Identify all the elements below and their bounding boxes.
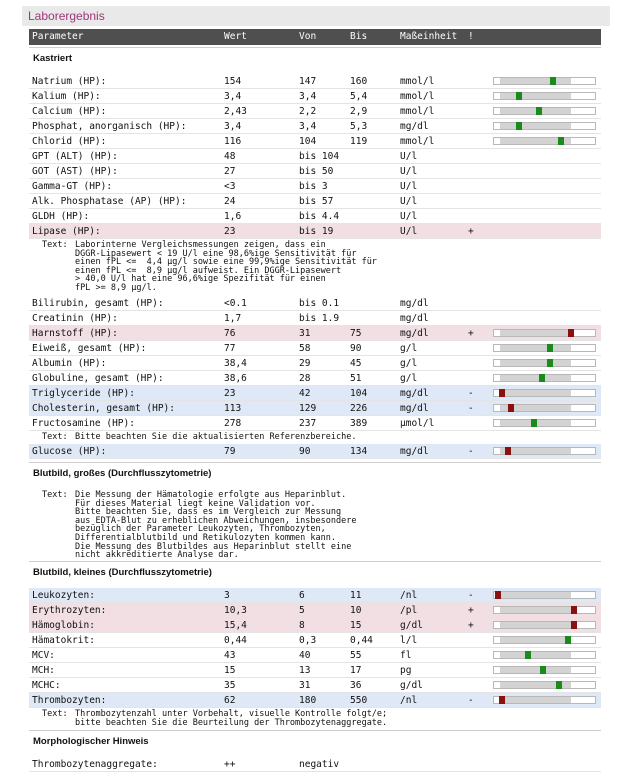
range-bar [493,359,596,367]
result-row [29,89,601,104]
section-separator [29,462,601,463]
note-block [29,433,601,442]
unit: mmol/l [400,76,435,87]
reference-range [500,123,571,129]
value-marker [556,681,562,689]
range-from: bis 4.4 [299,211,340,222]
result-value: 43 [224,650,236,661]
page-title: Laborergebnis [28,9,105,23]
reference-range [500,108,571,114]
result-row [29,224,601,239]
range-from: 31 [299,327,311,339]
result-value: ++ [224,759,236,770]
result-value: 77 [224,342,236,354]
note-label: Text: [42,709,68,719]
result-row [29,678,601,693]
value-marker [565,636,571,644]
range-bar [493,389,596,397]
range-to: 226 [350,402,368,414]
result-value: 10,3 [224,605,247,616]
range-bar [493,329,596,337]
unit: mg/dl [400,387,429,399]
range-bar [493,122,596,130]
flag: + [468,620,474,631]
range-bar [493,92,596,100]
section-title: Morphologischer Hinweis [33,736,149,747]
unit: mg/dl [400,312,429,324]
result-value: 27 [224,166,236,177]
unit: g/dl [400,680,423,691]
result-value: 3,4 [224,91,242,102]
parameter-name: Erythrozyten: [32,605,107,616]
range-from: bis 0.1 [299,297,340,309]
unit: mmol/l [400,136,435,147]
unit: g/l [400,342,418,354]
parameter-name: Calcium (HP): [32,106,107,117]
range-to: 17 [350,665,362,676]
range-bar [493,447,596,455]
unit: pg [400,665,412,676]
result-value: 79 [224,446,236,458]
range-to: 5,4 [350,91,368,102]
note-text: Thrombozytenzahl unter Vorbehalt, visuelle Kontrolle folgt/e; bitte beachten Sie die Beurteilung der Thrombozytenaggregate. [75,709,388,728]
value-marker [547,344,553,352]
parameter-name: Thrombozyten: [32,695,107,706]
result-row [29,326,601,341]
section-separator [29,47,601,48]
result-value: 38,4 [224,357,247,369]
section-title: Blutbild, kleines (Durchflusszytometrie) [33,567,212,578]
parameter-name: Gamma-GT (HP): [32,181,113,192]
range-from: 8 [299,620,305,631]
flag: + [468,605,474,616]
range-from: 58 [299,342,311,354]
result-row [29,663,601,678]
parameter-name: MCH: [32,665,55,676]
result-row [29,757,601,772]
flag: + [468,226,474,237]
range-to: 550 [350,695,368,706]
unit: mg/dl [400,297,429,309]
range-from: bis 3 [299,181,328,192]
range-from: 3,4 [299,91,317,102]
value-marker [505,447,511,455]
parameter-name: Hämatokrit: [32,635,95,646]
unit: U/l [400,196,418,207]
range-from: 2,2 [299,106,317,117]
flag: - [468,387,474,399]
unit: fl [400,650,412,661]
result-value: 62 [224,695,236,706]
parameter-name: Thrombozytenaggregate: [32,759,158,770]
header-wert: Wert [224,31,247,42]
range-from: 180 [299,695,317,706]
parameter-name: MCV: [32,650,55,661]
result-value: 15,4 [224,620,247,631]
result-value: 23 [224,226,236,237]
unit: µmol/l [400,417,435,429]
range-bar [493,419,596,427]
range-to: 2,9 [350,106,368,117]
parameter-name: Globuline, gesamt (HP): [32,372,164,384]
range-from: bis 19 [299,226,334,237]
report-title-bar [22,6,610,26]
value-marker [550,77,556,85]
flag: - [468,446,474,458]
parameter-name: Glucose (HP): [32,446,107,458]
parameter-name: Lipase (HP): [32,226,101,237]
parameter-name: Cholesterin, gesamt (HP): [32,402,175,414]
result-row [29,356,601,371]
flag: - [468,695,474,706]
section-title: Kastriert [33,53,73,64]
unit: g/l [400,372,418,384]
note-block [29,241,601,293]
section-title: Blutbild, großes (Durchflusszytometrie) [33,468,212,479]
value-marker [499,389,505,397]
result-row [29,296,601,311]
unit: U/l [400,166,418,177]
unit: mg/dl [400,327,429,339]
reference-range [500,652,571,658]
range-from: 29 [299,357,311,369]
result-value: 116 [224,136,242,147]
result-value: 3 [224,590,230,601]
range-to: 134 [350,446,368,458]
result-row [29,371,601,386]
result-row [29,588,601,603]
result-row [29,603,601,618]
header-von: Von [299,31,317,42]
flag: - [468,402,474,414]
section-separator [29,730,601,731]
reference-range [500,607,571,613]
value-marker [536,107,542,115]
result-row [29,134,601,149]
range-from: 42 [299,387,311,399]
range-bar [493,636,596,644]
range-from: 28 [299,372,311,384]
value-marker [531,419,537,427]
parameter-name: Kalium (HP): [32,91,101,102]
range-from: 104 [299,136,317,147]
result-value: <3 [224,181,236,192]
reference-range [500,637,571,643]
range-to: 0,44 [350,635,373,646]
header-bis: Bis [350,31,368,42]
range-to: 15 [350,620,362,631]
range-to: 160 [350,76,368,87]
parameter-name: GPT (ALT) (HP): [32,151,118,162]
range-to: 104 [350,387,368,399]
result-value: 1,7 [224,312,242,324]
range-bar [493,606,596,614]
range-to: 10 [350,605,362,616]
parameter-name: Natrium (HP): [32,76,107,87]
range-bar [493,137,596,145]
parameter-name: MCHC: [32,680,61,691]
result-value: 3,4 [224,121,242,132]
unit: U/l [400,211,418,222]
header-flag: ! [468,31,474,42]
parameter-name: Phosphat, anorganisch (HP): [32,121,187,132]
value-marker [558,137,564,145]
parameter-name: Albumin (HP): [32,357,107,369]
result-row [29,74,601,89]
parameter-name: Chlorid (HP): [32,136,107,147]
note-block [29,491,601,560]
result-row [29,693,601,708]
range-from: 40 [299,650,311,661]
reference-range [500,667,571,673]
parameter-name: Harnstoff (HP): [32,327,118,339]
range-from: 0,3 [299,635,317,646]
parameter-name: Bilirubin, gesamt (HP): [32,297,164,309]
unit: /pl [400,605,418,616]
result-row [29,119,601,134]
reference-range [500,345,571,351]
reference-range [500,592,571,598]
range-from: 90 [299,446,311,458]
result-row [29,164,601,179]
result-value: 2,43 [224,106,247,117]
unit: /nl [400,695,418,706]
parameter-name: Hämoglobin: [32,620,95,631]
result-value: 35 [224,680,236,691]
range-from: bis 50 [299,166,334,177]
result-row [29,311,601,326]
unit: U/l [400,181,418,192]
note-label: Text: [42,240,68,250]
reference-range [500,330,571,336]
range-from: negativ [299,759,340,770]
result-row [29,341,601,356]
unit: /nl [400,590,418,601]
range-to: 75 [350,327,362,339]
value-marker [568,329,574,337]
reference-range [500,390,571,396]
value-marker [547,359,553,367]
flag: + [468,327,474,339]
range-from: 6 [299,590,305,601]
unit: l/l [400,635,418,646]
note-text: Die Messung der Hämatologie erfolgte aus Heparinblut. Für dieses Material liegt keine Validation vor. Bitte beachten Sie, dass es im Vergleich zur Messung aus EDTA-Blut zu erheblichen Abweichungen, insbesondere bezüglich der Parameter Leukozyten, Thrombozyten, Differentialblutbild und Retikulozyten kommen kann. Die Messung des Blutbildes aus Heparinblut stellt eine nicht akkreditierte Analyse dar. [75,490,357,561]
range-bar [493,344,596,352]
result-row [29,633,601,648]
result-value: 48 [224,151,236,162]
result-row [29,194,601,209]
range-bar [493,621,596,629]
parameter-name: GLDH (HP): [32,211,90,222]
note-text: Bitte beachten Sie die aktualisierten Referenzbereiche. [75,431,357,442]
reference-range [500,622,571,628]
result-value: 15 [224,665,236,676]
parameter-name: Fructosamine (HP): [32,417,135,429]
range-from: bis 104 [299,151,340,162]
result-row [29,386,601,401]
result-row [29,104,601,119]
range-bar [493,404,596,412]
result-value: 0,44 [224,635,247,646]
result-value: <0.1 [224,297,247,309]
value-marker [495,591,501,599]
result-value: 154 [224,76,242,87]
unit: mmol/l [400,91,435,102]
unit: g/l [400,357,418,369]
parameter-name: GOT (AST) (HP): [32,166,118,177]
unit: mg/dl [400,402,429,414]
range-from: 129 [299,402,317,414]
range-from: bis 57 [299,196,334,207]
range-bar [493,107,596,115]
range-bar [493,681,596,689]
result-row [29,149,601,164]
range-to: 51 [350,372,362,384]
range-to: 11 [350,590,362,601]
flag: - [468,590,474,601]
range-from: 3,4 [299,121,317,132]
parameter-name: Leukozyten: [32,590,95,601]
result-row [29,209,601,224]
range-from: 5 [299,605,305,616]
value-marker [508,404,514,412]
result-value: 23 [224,387,236,399]
range-to: 45 [350,357,362,369]
range-bar [493,696,596,704]
section-separator [29,561,601,562]
result-value: 24 [224,196,236,207]
value-marker [571,621,577,629]
value-marker [540,666,546,674]
parameter-name: Creatinin (HP): [32,312,118,324]
parameter-name: Eiweiß, gesamt (HP): [32,342,147,354]
range-from: 13 [299,665,311,676]
reference-range [500,375,571,381]
result-row [29,179,601,194]
result-row [29,401,601,416]
range-to: 119 [350,136,368,147]
value-marker [516,122,522,130]
reference-range [500,360,571,366]
reference-range [500,93,571,99]
result-row [29,444,601,459]
result-row [29,618,601,633]
reference-range [500,697,571,703]
range-from: bis 1.9 [299,312,340,324]
note-text: Laborinterne Vergleichsmessungen zeigen, dass ein DGGR-Lipasewert < 19 U/l eine 98,6%ige Sensitivität für einen fPL <= 4,4 µg/l sowie eine 99,9%ige Sensitivität für einen fPL <= 8,9 µg/l aufweist. Ein DGGR-Lipasewert > 40,0 U/l hat eine 96,6%ige Spezifität für einen fPL >= 8,9 µg/l. [75,240,377,293]
header-param: Parameter [32,31,84,42]
unit: mg/dl [400,446,429,458]
reference-range [500,78,571,84]
note-label: Text: [42,431,68,442]
unit: mg/dl [400,121,429,132]
range-bar [493,374,596,382]
value-marker [516,92,522,100]
parameter-name: Triglyceride (HP): [32,387,135,399]
range-to: 389 [350,417,368,429]
value-marker [499,696,505,704]
range-bar [493,651,596,659]
result-value: 113 [224,402,242,414]
range-bar [493,666,596,674]
result-value: 76 [224,327,236,339]
note-block [29,710,601,727]
unit: U/l [400,151,418,162]
range-to: 55 [350,650,362,661]
value-marker [525,651,531,659]
range-to: 5,3 [350,121,368,132]
range-from: 237 [299,417,317,429]
unit: g/dl [400,620,423,631]
result-value: 278 [224,417,242,429]
unit: U/l [400,226,418,237]
range-to: 90 [350,342,362,354]
parameter-name: Alk. Phosphatase (AP) (HP): [32,196,187,207]
range-from: 147 [299,76,317,87]
result-row [29,648,601,663]
result-row [29,416,601,431]
range-bar [493,591,596,599]
note-label: Text: [42,490,68,500]
result-value: 1,6 [224,211,242,222]
table-header [29,29,601,45]
range-to: 36 [350,680,362,691]
unit: mmol/l [400,106,435,117]
value-marker [539,374,545,382]
result-value: 38,6 [224,372,247,384]
value-marker [571,606,577,614]
header-unit: Maßeinheit [400,31,458,42]
range-bar [493,77,596,85]
range-from: 31 [299,680,311,691]
